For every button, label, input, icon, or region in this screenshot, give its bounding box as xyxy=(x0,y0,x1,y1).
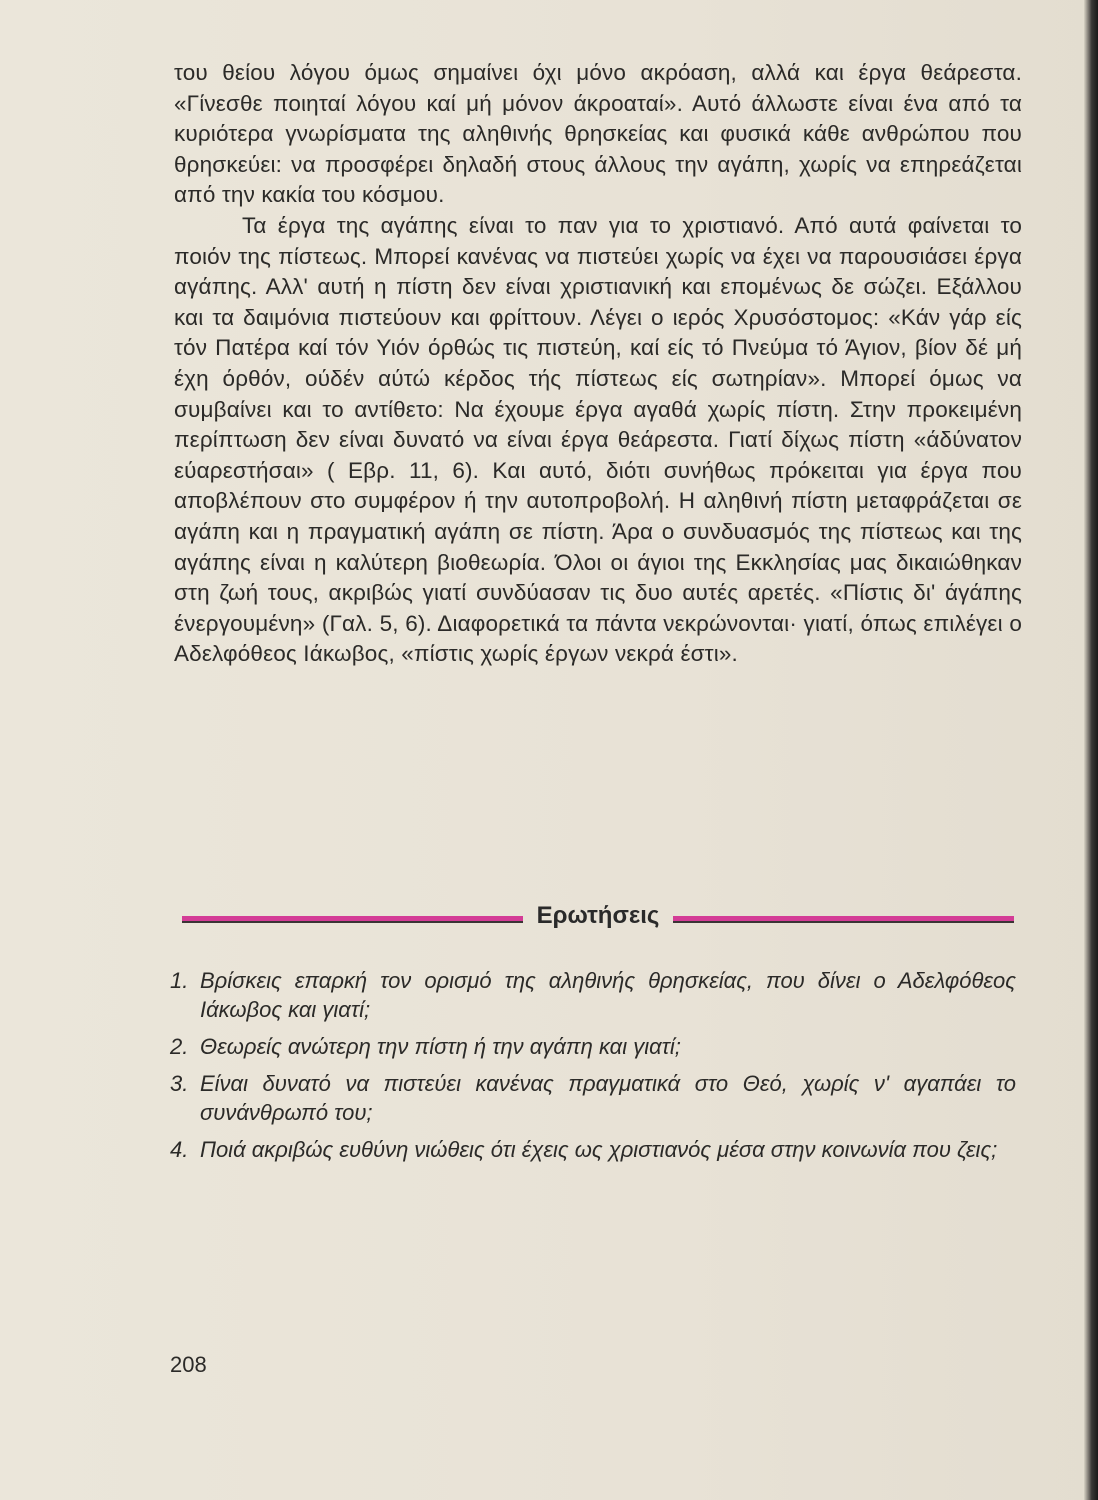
question-text: Ποιά ακριβώς ευθύνη νιώθεις ότι έχεις ως χριστιανός μέσα στην κοινωνία που ζεις; xyxy=(200,1137,998,1162)
heading-rule-right xyxy=(673,916,1014,923)
question-number: 2. xyxy=(170,1034,189,1059)
paragraph-1: του θείου λόγου όμως σημαίνει όχι μόνο ακρόαση, αλλά και έργα θεάρεστα. «Γίνεσθε ποιηταί λόγου καί μή μόνον άκροαταί». Αυτό άλλωστε είναι ένα από τα κυριότερα γνωρίσματα της αληθινής θρησκείας και φυσικά κάθε ανθρώπου που θρησκεύει: να προσφέρει δηλαδή στους άλλους την αγάπη, χωρίς να επηρεάζεται από την κακία του κόσμου. xyxy=(174,60,1022,208)
question-item xyxy=(170,966,1016,1024)
body-text xyxy=(174,58,1022,670)
section-title: Ερωτήσεις xyxy=(536,902,660,929)
question-item xyxy=(170,1135,1016,1164)
question-text: Θεωρείς ανώτερη την πίστη ή την αγάπη και γιατί; xyxy=(200,1034,681,1059)
heading-rule-left xyxy=(182,916,523,923)
questions-list xyxy=(170,966,1016,1172)
page-number: 208 xyxy=(170,1352,207,1377)
question-text: Βρίσκεις επαρκή τον ορισμό της αληθινής θρησκείας, που δίνει ο Αδελφόθεος Ιάκωβος και γιατί; xyxy=(200,968,1016,1022)
question-number: 4. xyxy=(170,1137,189,1162)
paragraph-2: Τα έργα της αγάπης είναι το παν για το χριστιανό. Από αυτά φαίνεται το ποιόν της πίστεως. Μπορεί κανένας να πιστεύει χωρίς να έχει να παρουσιάσει έργα αγάπης. Αλλ' αυτή η πίστη δεν είναι χριστιανική και επομένως δε σώζει. Εξάλλου και τα δαιμόνια πιστεύουν και φρίττουν. Λέγει ο ιερός Χρυσόστομος: «Κάν γάρ είς τόν Πατέρα καί τόν Υιόν όρθώς τις πιστεύη, καί είς τό Πνεύμα τό Άγιον, βίον δέ μή έχη όρθόν, ούδέν αύτώ κέρδος τής πίστεως είς σωτηρίαν». Μπορεί όμως να συμβαίνει και το αντίθετο: Να έχουμε έργα αγαθά χωρίς πίστη. Στην προκειμένη περίπτωση δεν είναι δυνατό να είναι έργα θεάρεστα. Γιατί δίχως πίστη «άδύνατον εύαρεστήσαι» ( Εβρ. 11, 6). Και αυτό, διότι συνήθως πρόκειται για έργα που αποβλέπουν στο συμφέρον ή την αυτοπροβολή. Η αληθινή πίστη μεταφράζεται σε αγάπη και η πραγματική αγάπη σε πίστη. Άρα ο συνδυασμός της πίστεως και της αγάπης είναι η καλύτερη βιοθεωρία. Όλοι οι άγιοι της Εκκλησίας μας δικαιώθηκαν στη ζωή τους, ακριβώς γιατί συνδύασαν τις δυο αυτές αρετές. «Πίστις δι' άγάπης ένεργουμένη» (Γαλ. 5, 6). Διαφορετικά τα πάντα νεκρώνονται· γιατί, όπως επιλέγει ο Αδελφόθεος Ιάκωβος, «πίστις χωρίς έργων νεκρά έστι». xyxy=(174,212,1022,667)
question-item xyxy=(170,1069,1016,1127)
question-text: Είναι δυνατό να πιστεύει κανένας πραγματικά στο Θεό, χωρίς ν' αγαπάει το συνάνθρωπό του; xyxy=(200,1071,1016,1125)
questions-heading xyxy=(182,900,1014,932)
question-number: 3. xyxy=(170,1071,189,1096)
book-spine-shadow xyxy=(1084,0,1098,1500)
question-item xyxy=(170,1032,1016,1061)
question-number: 1. xyxy=(170,968,189,993)
